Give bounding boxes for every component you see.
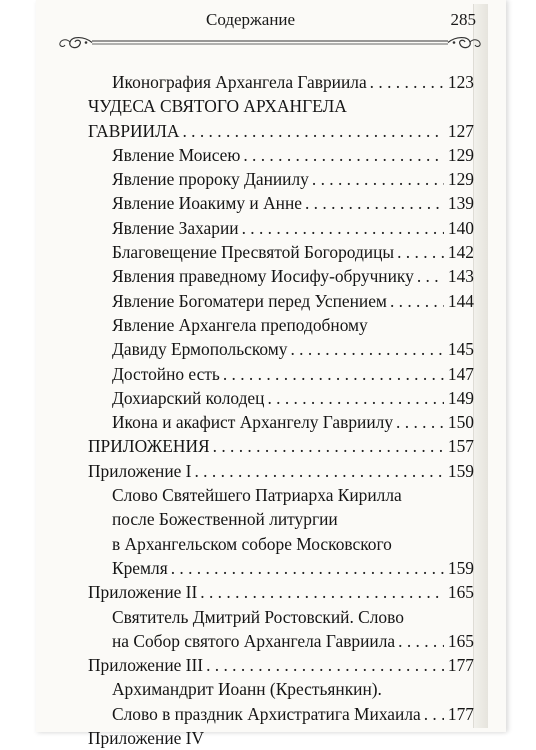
toc-entry <box>88 507 474 531</box>
toc-entry <box>88 629 474 653</box>
toc-entry-title: Явление Иоакиму и Анне <box>112 193 302 214</box>
toc-entry-title: в Архангельском соборе Московского <box>112 533 392 554</box>
toc-entry-title: Давиду Ермопольскому <box>112 339 288 360</box>
toc-entry-title: Слово в праздник Архистратига Михаила <box>112 703 421 724</box>
page-edge <box>473 4 488 728</box>
toc-entry <box>88 556 474 580</box>
toc-entry-page: 142 <box>447 242 474 263</box>
toc-entry <box>88 191 474 215</box>
toc-entry <box>88 483 474 507</box>
toc-entry <box>88 362 474 386</box>
toc-entry <box>88 313 474 337</box>
toc-entry-page: 123 <box>447 72 474 92</box>
toc-entry-title: после Божественной литургии <box>112 509 338 530</box>
toc-entry-title: Дохиарский колодец <box>112 387 265 408</box>
toc-entry-page: 157 <box>447 436 474 457</box>
dot-leader <box>264 386 444 410</box>
toc-entry <box>88 264 474 288</box>
toc-entry <box>88 580 474 604</box>
dot-leader <box>393 410 444 434</box>
dot-leader <box>394 240 444 264</box>
table-of-contents <box>88 70 474 750</box>
toc-entry <box>88 677 474 701</box>
dot-leader <box>203 653 444 677</box>
toc-entry-title: ПРИЛОЖЕНИЯ <box>88 436 210 457</box>
toc-entry-page: 177 <box>447 703 474 724</box>
dot-leader <box>309 167 444 191</box>
dot-leader <box>179 119 444 143</box>
toc-entry-title: Благовещение Пресвятой Богородицы <box>112 242 395 263</box>
toc-entry-title: Иконография Архангела Гавриила <box>112 72 367 92</box>
toc-entry <box>88 119 474 143</box>
dot-leader <box>239 216 444 240</box>
toc-entry-title: Приложение IV <box>88 728 205 749</box>
dot-leader <box>302 191 444 215</box>
dot-leader <box>421 702 444 726</box>
toc-entry-title: Икона и акафист Архангелу Гавриилу <box>112 412 394 433</box>
toc-entry-title: Явления праведному Иосифу-обручнику <box>112 266 414 287</box>
toc-entry-title: Явление Богоматери перед Успением <box>112 290 387 311</box>
toc-entry-page: 147 <box>447 363 474 384</box>
toc-entry-title: Приложение II <box>88 582 198 603</box>
toc-entry-title: Кремля <box>112 557 168 578</box>
dot-leader <box>240 143 444 167</box>
toc-entry <box>88 167 474 191</box>
toc-entry <box>88 726 474 750</box>
dot-leader <box>387 289 444 313</box>
toc-entry <box>88 653 474 677</box>
dot-leader <box>210 434 444 458</box>
toc-entry <box>88 337 474 361</box>
toc-entry <box>88 605 474 629</box>
running-header <box>60 10 476 32</box>
toc-entry <box>88 143 474 167</box>
toc-entry <box>88 702 474 726</box>
toc-entry-title: Святитель Дмитрий Ростовский. Слово <box>112 606 404 627</box>
toc-entry-title: Явление Захарии <box>112 217 239 238</box>
toc-entry-page: 144 <box>447 290 474 311</box>
toc-entry-title: ЧУДЕСА СВЯТОГО АРХАНГЕЛА <box>88 96 347 117</box>
dot-leader <box>287 337 444 361</box>
toc-entry <box>88 289 474 313</box>
toc-entry-title: Достойно есть <box>112 363 220 384</box>
toc-entry-page: 127 <box>447 120 474 141</box>
toc-entry-page: 150 <box>447 412 474 433</box>
toc-entry-page: 177 <box>447 655 474 676</box>
toc-entry-title: Явление Архангела преподобному <box>112 314 368 335</box>
toc-entry-title: Явление пророку Даниилу <box>112 169 309 190</box>
toc-entry-title: на Собор святого Архангела Гавриила <box>112 630 396 651</box>
toc-entry-title: Явление Моисею <box>112 144 241 165</box>
page-number: 285 <box>450 10 476 29</box>
toc-entry-title: Приложение III <box>88 655 204 676</box>
toc-entry-page: 159 <box>447 460 474 481</box>
dot-leader <box>367 70 444 94</box>
book-page <box>36 0 506 749</box>
toc-entry <box>88 386 474 410</box>
toc-entry <box>88 532 474 556</box>
toc-entry-page: 165 <box>447 630 474 651</box>
toc-entry <box>88 459 474 483</box>
toc-entry-page: 145 <box>447 339 474 360</box>
toc-entry-title: Архимандрит Иоанн (Крестьянкин). <box>112 679 382 700</box>
toc-entry <box>88 410 474 434</box>
toc-entry <box>88 94 474 118</box>
toc-entry-page: 129 <box>447 144 474 165</box>
toc-entry-page: 149 <box>447 387 474 408</box>
toc-entry <box>88 216 474 240</box>
dot-leader <box>168 556 444 580</box>
dot-leader <box>197 580 444 604</box>
toc-entry-page: 129 <box>447 169 474 190</box>
dot-leader <box>395 629 444 653</box>
toc-entry <box>88 240 474 264</box>
toc-entry-title: ГАВРИИЛА <box>88 120 180 141</box>
header-title: Содержание <box>206 10 296 29</box>
dot-leader <box>191 459 444 483</box>
toc-entry-page: 143 <box>447 266 474 287</box>
toc-entry-page: 165 <box>447 582 474 603</box>
toc-entry-page: 139 <box>447 193 474 214</box>
dot-leader <box>220 362 444 386</box>
toc-entry-page: 159 <box>447 557 474 578</box>
toc-entry-page: 140 <box>447 217 474 238</box>
toc-entry <box>88 434 474 458</box>
toc-entry-title: Приложение I <box>88 460 192 481</box>
toc-entry <box>88 70 474 94</box>
ornamental-rule <box>58 34 482 52</box>
dot-leader <box>414 264 444 288</box>
toc-entry-title: Слово Святейшего Патриарха Кирилла <box>112 485 402 506</box>
